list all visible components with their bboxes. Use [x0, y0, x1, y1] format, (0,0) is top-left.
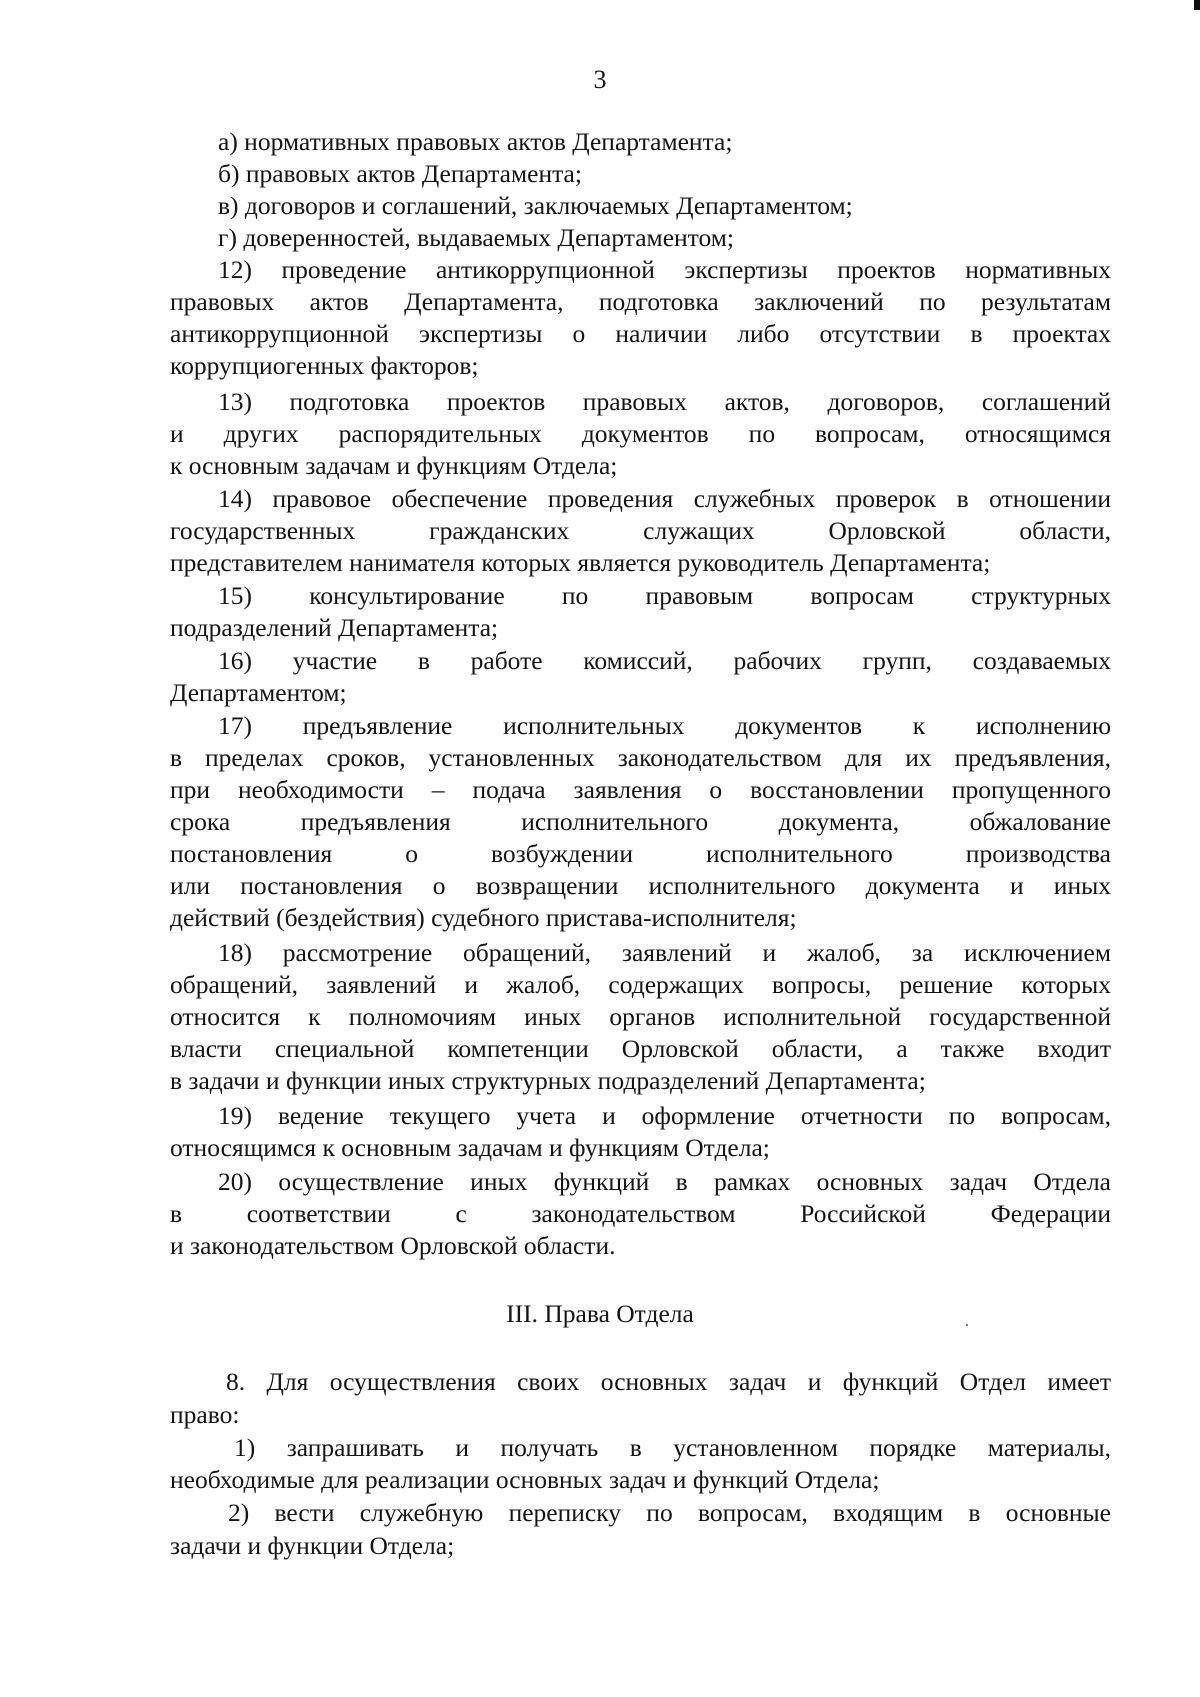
scan-speck: [966, 1324, 968, 1326]
item-19-line-2: относящимся к основным задачам и функциям Отдела;: [170, 1133, 770, 1162]
item-14-line-2: государственных гражданских служащих Орловской области,: [170, 516, 1111, 545]
scan-corner-mark: [1194, 0, 1200, 10]
list-item-g: г) доверенностей, выдаваемых Департаментом;: [218, 223, 734, 252]
item-13-line-2: и других распорядительных документов по вопросам, относящимся: [170, 419, 1111, 448]
paragraph-8-line-1: 8. Для осуществления своих основных задач и функций Отдел имеет: [226, 1367, 1111, 1396]
item-18-line-5: в задачи и функции иных структурных подразделений Департамента;: [170, 1066, 926, 1095]
paragraph-8-line-2: право:: [170, 1400, 240, 1429]
item-16-line-2: Департаментом;: [170, 678, 347, 707]
item-12-line-2: правовых актов Департамента, подготовка заключений по результатам: [170, 287, 1111, 316]
item-18-line-3: относится к полномочиям иных органов исполнительной государственной: [170, 1002, 1111, 1031]
item-15-line-1: 15) консультирование по правовым вопросам структурных: [218, 581, 1111, 610]
item-14-line-3: представителем нанимателя которых является руководитель Департамента;: [170, 548, 991, 577]
item-19-line-1: 19) ведение текущего учета и оформление отчетности по вопросам,: [218, 1101, 1111, 1130]
item-13-line-1: 13) подготовка проектов правовых актов, договоров, соглашений: [218, 387, 1111, 416]
item-17-line-6: или постановления о возвращении исполнительного документа и иных: [170, 871, 1111, 900]
item-18-line-1: 18) рассмотрение обращений, заявлений и жалоб, за исключением: [218, 938, 1111, 967]
right-1-line-2: необходимые для реализации основных задач и функций Отдела;: [170, 1465, 880, 1494]
item-17-line-7: действий (бездействия) судебного пристава-исполнителя;: [170, 903, 797, 932]
list-item-v: в) договоров и соглашений, заключаемых Департаментом;: [218, 191, 853, 220]
item-17-line-1: 17) предъявление исполнительных документов к исполнению: [218, 711, 1111, 740]
item-17-line-5: постановления о возбуждении исполнительного производства: [170, 839, 1111, 868]
page-number: 3: [593, 65, 607, 94]
item-14-line-1: 14) правовое обеспечение проведения служебных проверок в отношении: [218, 484, 1111, 513]
item-16-line-1: 16) участие в работе комиссий, рабочих групп, создаваемых: [218, 646, 1111, 675]
item-13-line-3: к основным задачам и функциям Отдела;: [170, 451, 618, 480]
item-20-line-1: 20) осуществление иных функций в рамках основных задач Отдела: [218, 1167, 1111, 1196]
right-2-line-2: задачи и функции Отдела;: [170, 1531, 455, 1560]
item-12-line-1: 12) проведение антикоррупционной экспертизы проектов нормативных: [218, 255, 1111, 284]
right-2-line-1: 2) вести служебную переписку по вопросам, входящим в основные: [228, 1498, 1111, 1527]
item-15-line-2: подразделений Департамента;: [170, 613, 499, 642]
list-item-a: а) нормативных правовых актов Департамента;: [218, 127, 733, 156]
list-item-b: б) правовых актов Департамента;: [218, 159, 582, 188]
item-17-line-4: срока предъявления исполнительного документа, обжалование: [170, 807, 1111, 836]
item-12-line-3: антикоррупционной экспертизы о наличии либо отсутствии в проектах: [170, 319, 1111, 348]
right-1-line-1: 1) запрашивать и получать в установленном порядке материалы,: [234, 1433, 1111, 1462]
item-12-line-4: коррупциогенных факторов;: [170, 351, 479, 380]
item-20-line-2: в соответствии с законодательством Российской Федерации: [170, 1199, 1111, 1228]
section-heading: III. Права Отдела: [506, 1299, 694, 1328]
item-17-line-3: при необходимости – подача заявления о восстановлении пропущенного: [170, 775, 1111, 804]
item-18-line-4: власти специальной компетенции Орловской области, а также входит: [170, 1034, 1111, 1063]
item-20-line-3: и законодательством Орловской области.: [170, 1231, 616, 1260]
item-17-line-2: в пределах сроков, установленных законодательством для их предъявления,: [170, 743, 1111, 772]
item-18-line-2: обращений, заявлений и жалоб, содержащих вопросы, решение которых: [170, 970, 1111, 999]
